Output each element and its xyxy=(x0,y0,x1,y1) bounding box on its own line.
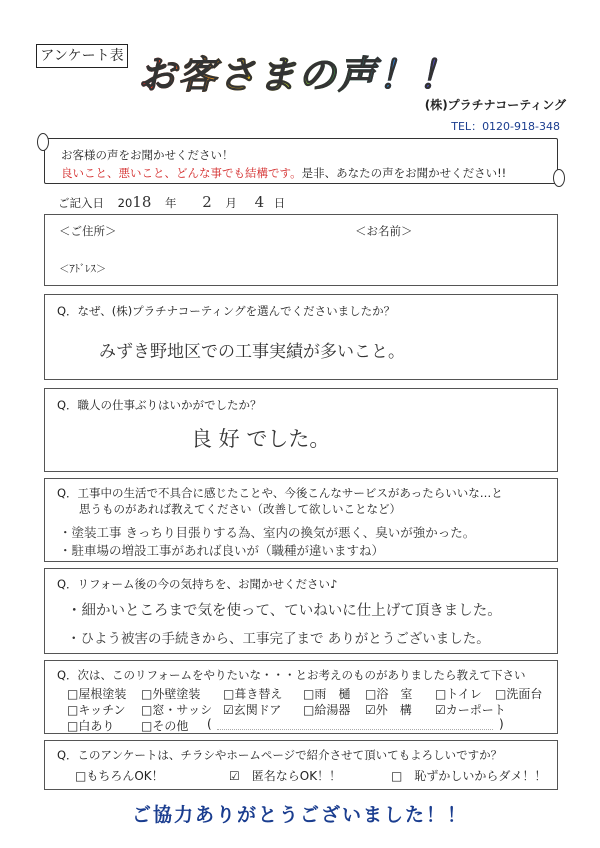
intro-line-2-rest: 是非、あなたの声をお聞かせください!! xyxy=(301,166,507,180)
option-toilet[interactable]: □トイレ xyxy=(435,687,482,701)
option-water-heater[interactable]: □給湯器 xyxy=(303,703,351,717)
q3-answer-line-2[interactable]: ・駐車場の増設工事があれば良いが（職種が違いますね） xyxy=(59,543,385,558)
q4-question: Q．リフォーム後の今の気持ちを、お聞かせください♪ xyxy=(57,577,338,591)
year-label: 年 xyxy=(165,196,177,210)
q1-question: Q．なぜ、(株)プラチナコーティングを選んでくださいましたか？ xyxy=(57,304,396,318)
q4-box xyxy=(44,568,558,654)
day-label: 日 xyxy=(273,196,286,210)
year-prefix: 20 xyxy=(117,196,133,210)
intro-line-2-highlight: 良いこと、悪いこと、どんな事でも結構です。 xyxy=(61,166,302,180)
q2-question: Q．職人の仕事ぶりはいかがでしたか？ xyxy=(57,398,262,412)
q3-answer-line-1[interactable]: ・塗装工事 きっちり目張りする為、室内の換気が悪く、臭いが強かった。 xyxy=(59,525,476,540)
contact-box xyxy=(44,214,558,286)
date-label: ご記入日 xyxy=(58,196,104,210)
company-name: (株)プラチナコーティング xyxy=(424,98,566,112)
page-title: お客さまの声！！ xyxy=(138,44,458,99)
q2-box xyxy=(44,388,558,472)
option-exterior[interactable]: ☑外 構 xyxy=(365,703,412,717)
option-window-sash[interactable]: □窓・サッシ xyxy=(141,703,213,717)
q3-question-line-1: Q．工事中の生活で不具合に感じたことや、今後こんなサービスがあったらいいな…と xyxy=(57,486,503,500)
q3-question-line-2: 思うものがあれば教えてください（改善して欲しいことなど） xyxy=(79,502,401,516)
option-carport[interactable]: ☑カーポート xyxy=(435,703,506,717)
q5-box xyxy=(44,660,558,734)
day-handwritten[interactable]: 4 xyxy=(254,193,265,211)
q5-question: Q．次は、このリフォームをやりたいな・・・とお考えのものがありましたら教えて下さい xyxy=(57,668,526,682)
option-washbasin[interactable]: □洗面台 xyxy=(495,687,543,701)
q3-box xyxy=(44,478,558,562)
option-entrance-door[interactable]: ☑玄関ドア xyxy=(223,703,282,717)
q1-box xyxy=(44,294,558,380)
intro-line-1: お客様の声をお聞かせください！ xyxy=(61,148,234,162)
other-close-paren: ) xyxy=(499,717,504,731)
thank-you-footer: ご協力ありがとうございました！！ xyxy=(131,804,468,826)
name-label: ＜お名前＞ xyxy=(355,224,413,238)
consent-ok[interactable]: □もちろんOK！ xyxy=(75,769,164,783)
q6-box xyxy=(44,740,558,790)
phone-number: TEL：0120-918-348 xyxy=(451,120,560,133)
option-reroof[interactable]: □葺き替え xyxy=(223,687,283,701)
entry-date-row xyxy=(58,193,285,211)
option-kitchen[interactable]: □キッチン xyxy=(67,703,126,717)
questionnaire-tag: アンケート表 xyxy=(36,44,128,68)
option-wall-paint[interactable]: □外壁塗装 xyxy=(141,687,201,701)
other-input[interactable] xyxy=(217,729,493,730)
address-reading-label: ＜ｱﾄﾞﾚｽ＞ xyxy=(59,263,107,275)
month-label: 月 xyxy=(225,196,237,210)
address-label: ＜ご住所＞ xyxy=(59,224,117,238)
other-open-paren: ( xyxy=(207,717,212,731)
intro-banner xyxy=(44,138,558,184)
consent-anonymous-ok[interactable]: ☑ 匿名ならOK！！ xyxy=(229,769,342,783)
option-bathroom[interactable]: □浴 室 xyxy=(365,687,413,701)
consent-decline[interactable]: □ 恥ずかしいからダメ！！ xyxy=(391,769,547,783)
option-other[interactable]: □その他 xyxy=(141,719,189,733)
intro-line-2 xyxy=(61,165,506,181)
q1-answer[interactable]: みずき野地区での工事実績が多いこと。 xyxy=(99,342,405,362)
option-roof-paint[interactable]: □屋根塗装 xyxy=(67,687,127,701)
year-handwritten[interactable]: 18 xyxy=(132,193,152,211)
month-handwritten[interactable]: 2 xyxy=(202,193,212,211)
q2-answer[interactable]: 良 好 でした。 xyxy=(191,427,331,451)
option-termite[interactable]: □白あり xyxy=(67,719,115,733)
q4-answer-line-2[interactable]: ・ひよう被害の手続きから、工事完了まで ありがとうございました。 xyxy=(67,631,490,647)
q6-question: Q．このアンケートは、チラシやホームページで紹介させて頂いてもよろしいですか？ xyxy=(57,748,503,762)
q4-answer-line-1[interactable]: ・細かいところまで気を使って、ていねいに仕上げて頂きました。 xyxy=(67,603,502,619)
option-gutter[interactable]: □雨 樋 xyxy=(303,687,351,701)
